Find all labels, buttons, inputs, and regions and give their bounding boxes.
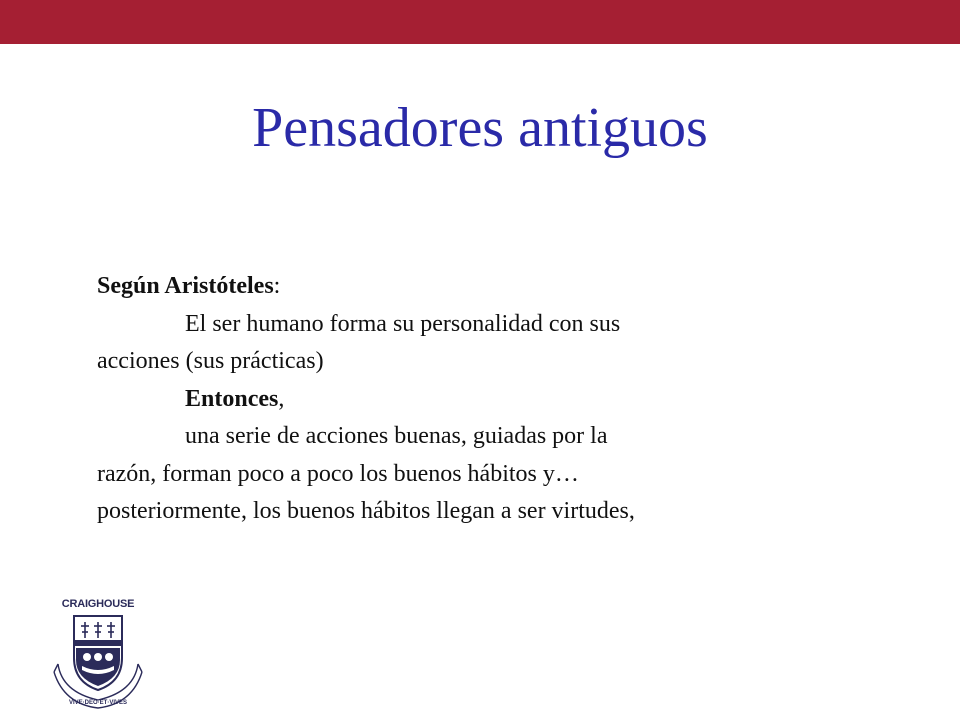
body-line-2: El ser humano forma su personalidad con sus [185,310,621,337]
body-line-1-bold: Según Aristóteles [97,273,274,299]
slide-title: Pensadores antiguos [252,97,708,159]
crest-icon [52,614,148,710]
body-line-1-rest: : [273,273,281,299]
top-accent-bar [0,0,960,44]
logo-motto: VIVE·DEO·ET·VIVES [68,700,128,706]
body-line-6: razón, forman poco a poco los buenos hábitos y… [97,460,579,487]
body-line-3: acciones (sus prácticas) [97,348,324,374]
craighouse-logo [52,598,148,710]
body-line-1 [97,268,857,306]
body-line-7: posteriormente, los buenos hábitos llegan a ser virtudes, [97,498,635,524]
body-line-5: una serie de acciones buenas, guiadas por la [185,423,608,449]
body-line-4-rest: , [278,385,285,412]
body-line-4-bold: Entonces [185,385,279,412]
body-line-4 [97,381,857,419]
slide-body [97,268,857,531]
logo-name: CRAIGHOUSE [61,598,135,610]
